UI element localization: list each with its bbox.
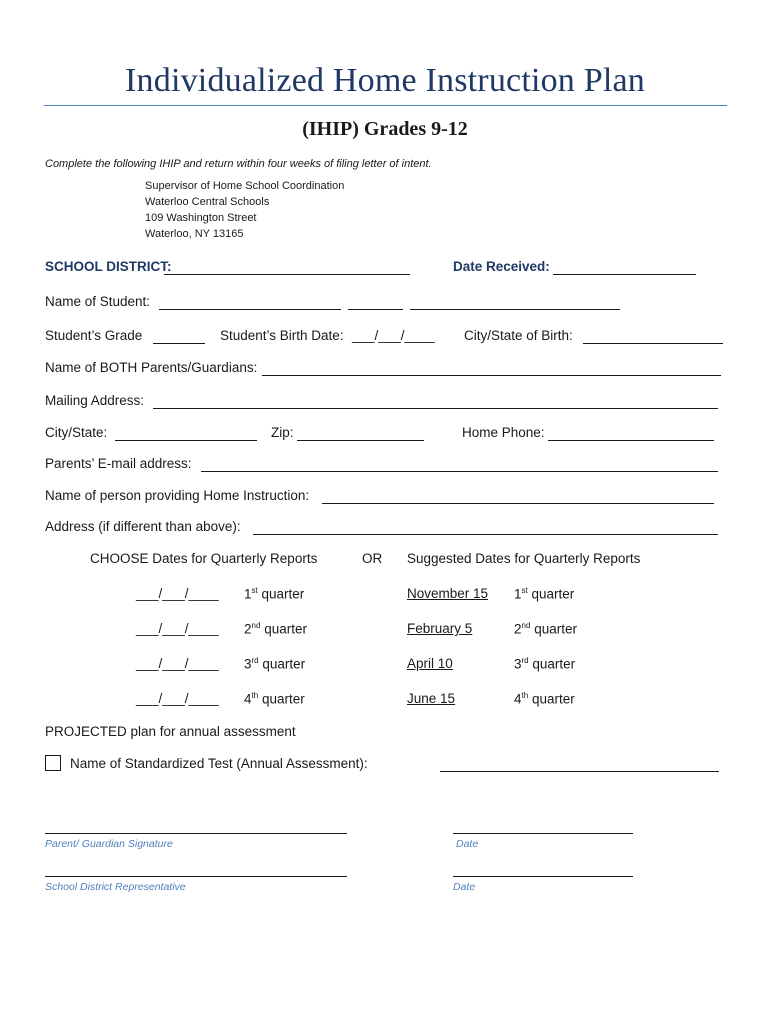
zip-label: Zip: — [271, 425, 294, 440]
home-phone-field[interactable] — [548, 440, 714, 441]
quarter-3-date-field[interactable]: ___/___/____ — [136, 656, 219, 671]
suggested-quarter-4-label: 4th quarter — [514, 691, 575, 707]
parents-field[interactable] — [262, 375, 721, 376]
address-line-1: Supervisor of Home School Coordination — [145, 180, 345, 192]
school-district-label: SCHOOL DISTRICT: — [45, 259, 172, 274]
instructor-label: Name of person providing Home Instruction: — [45, 488, 310, 503]
school-district-field[interactable] — [164, 274, 410, 275]
district-signature-field[interactable] — [45, 876, 347, 877]
address-line-4: Waterloo, NY 13165 — [145, 228, 244, 240]
instructions-text: Complete the following IHIP and return within four weeks of filing letter of intent. — [45, 158, 432, 170]
birth-city-label: City/State of Birth: — [464, 328, 573, 343]
title-divider — [44, 105, 727, 106]
parent-signature-field[interactable] — [45, 833, 347, 834]
district-signature-caption: School District Representative — [45, 881, 186, 893]
date-received-field[interactable] — [553, 274, 696, 275]
suggested-date-1: November 15 — [407, 586, 489, 601]
page-title: Individualized Home Instruction Plan — [125, 62, 645, 99]
city-state-field[interactable] — [115, 440, 257, 441]
suggested-date-2: February 5 — [407, 621, 473, 636]
parent-date-field[interactable] — [453, 833, 633, 834]
quarter-1-date-field[interactable]: ___/___/____ — [136, 586, 219, 601]
suggested-dates-heading: Suggested Dates for Quarterly Reports — [407, 551, 641, 566]
student-grade-field[interactable] — [153, 343, 205, 344]
student-grade-label: Student’s Grade — [45, 328, 143, 343]
email-label: Parents’ E-mail address: — [45, 456, 192, 471]
birth-city-field[interactable] — [583, 343, 723, 344]
suggested-quarter-2-label: 2nd quarter — [514, 621, 577, 637]
projected-plan-label: PROJECTED plan for annual assessment — [45, 724, 296, 739]
student-name-label: Name of Student: — [45, 294, 151, 309]
standardized-test-label: Name of Standardized Test (Annual Assessment): — [70, 756, 368, 771]
standardized-test-field[interactable] — [440, 771, 719, 772]
student-first-name-field[interactable] — [159, 309, 341, 310]
student-last-name-field[interactable] — [410, 309, 620, 310]
standardized-test-checkbox[interactable] — [45, 755, 61, 771]
date-received-label: Date Received: — [453, 259, 550, 274]
district-date-field[interactable] — [453, 876, 633, 877]
quarter-4-date-field[interactable]: ___/___/____ — [136, 691, 219, 706]
alt-address-label: Address (if different than above): — [45, 519, 241, 534]
quarter-2-label: 2nd quarter — [244, 621, 307, 637]
parent-signature-caption: Parent/ Guardian Signature — [45, 838, 173, 850]
parent-date-caption: Date — [456, 838, 479, 850]
city-state-label: City/State: — [45, 425, 108, 440]
page-subtitle: (IHIP) Grades 9-12 — [302, 118, 468, 140]
quarter-4-label: 4th quarter — [244, 691, 305, 707]
mailing-address-field[interactable] — [153, 408, 718, 409]
parents-label: Name of BOTH Parents/Guardians: — [45, 360, 258, 375]
instructor-field[interactable] — [322, 503, 714, 504]
email-field[interactable] — [201, 471, 718, 472]
alt-address-field[interactable] — [253, 534, 718, 535]
birth-date-label: Student’s Birth Date: — [220, 328, 344, 343]
quarter-3-label: 3rd quarter — [244, 656, 306, 672]
choose-dates-heading: CHOOSE Dates for Quarterly Reports — [90, 551, 318, 566]
zip-field[interactable] — [297, 440, 424, 441]
address-line-3: 109 Washington Street — [145, 212, 257, 224]
home-phone-label: Home Phone: — [462, 425, 545, 440]
address-line-2: Waterloo Central Schools — [145, 196, 270, 208]
quarter-1-label: 1st quarter — [244, 586, 305, 602]
district-date-caption: Date — [453, 881, 476, 893]
mailing-address-label: Mailing Address: — [45, 393, 145, 408]
birth-date-field[interactable]: ___/___/____ — [352, 328, 435, 343]
quarter-2-date-field[interactable]: ___/___/____ — [136, 621, 219, 636]
suggested-date-4: June 15 — [407, 691, 456, 706]
student-middle-name-field[interactable] — [348, 309, 403, 310]
or-label: OR — [362, 551, 383, 566]
suggested-quarter-1-label: 1st quarter — [514, 586, 575, 602]
suggested-quarter-3-label: 3rd quarter — [514, 656, 576, 672]
suggested-date-3: April 10 — [407, 656, 453, 671]
